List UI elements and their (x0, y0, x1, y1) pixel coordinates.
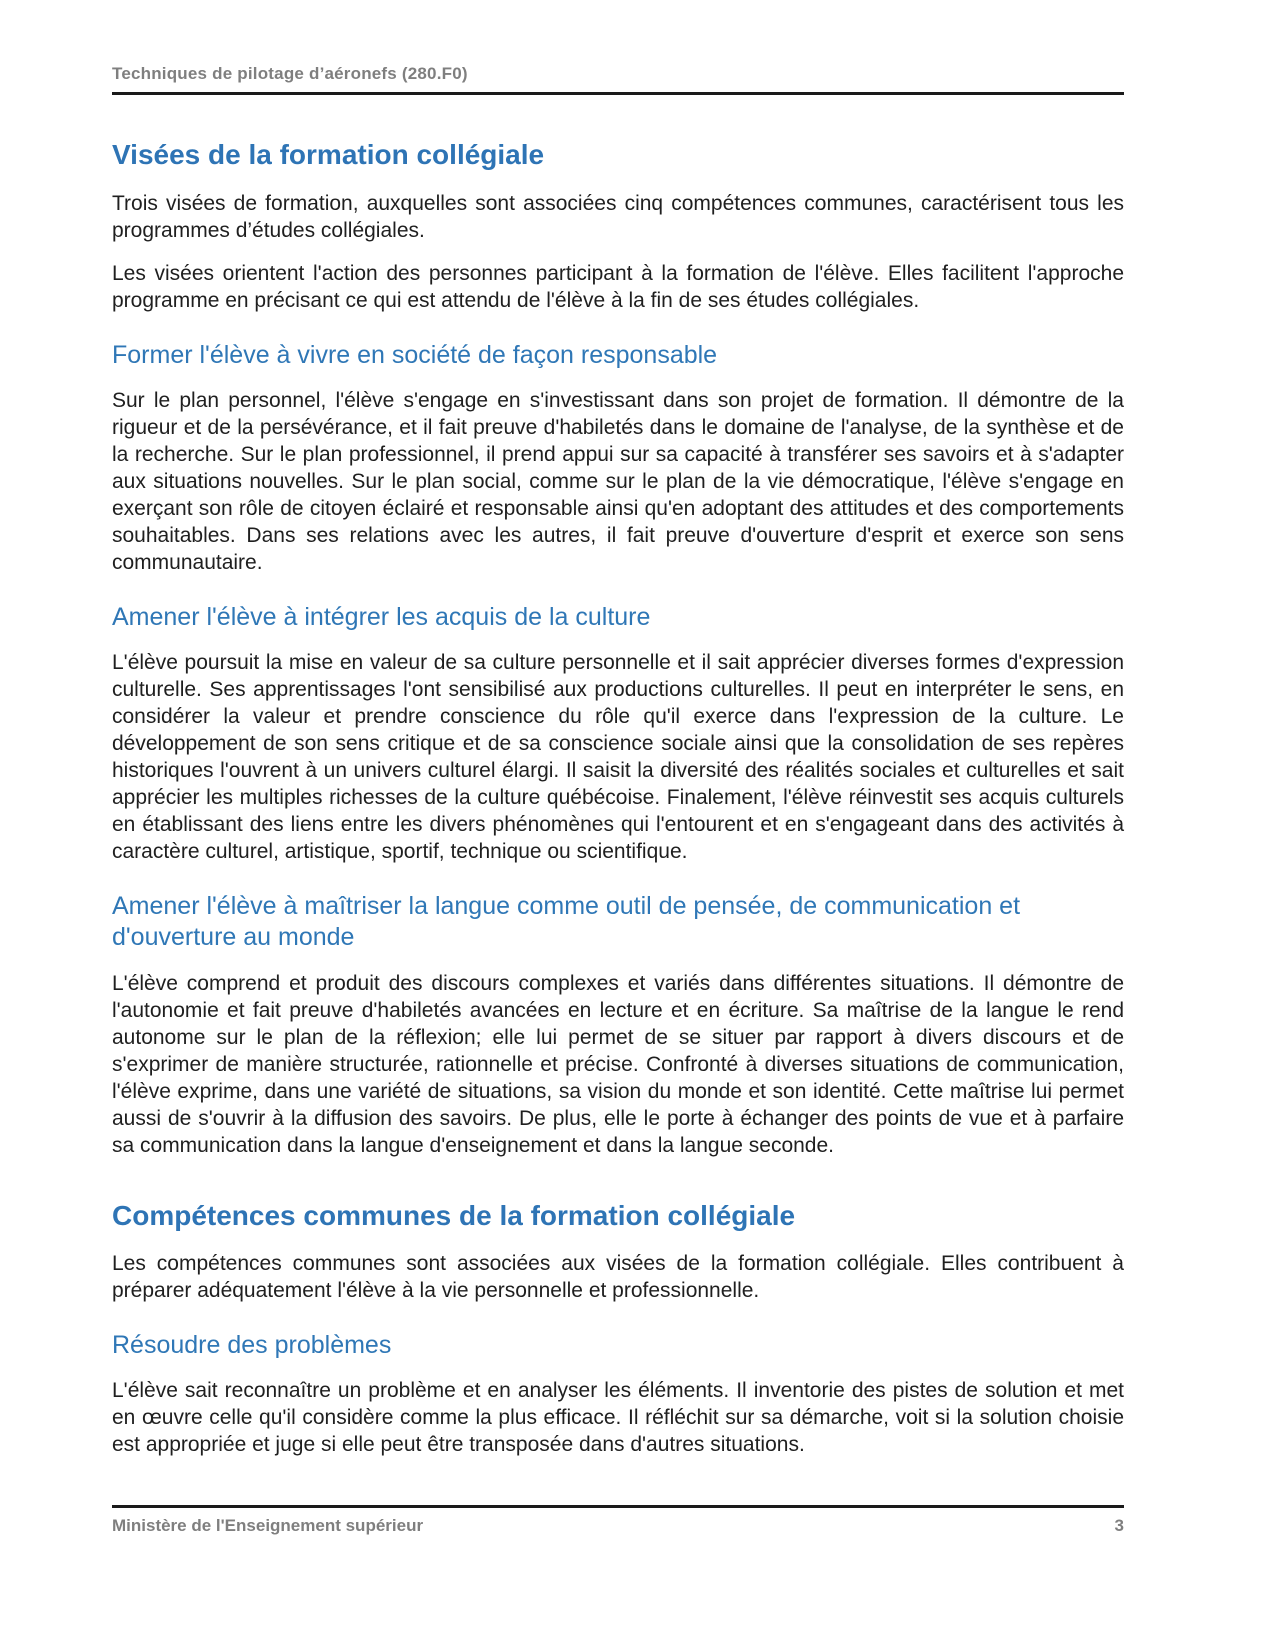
page-header (112, 64, 1124, 95)
paragraph-mise-en-valeur: L'élève poursuit la mise en valeur de sa culture personnelle et il sait apprécier diverses formes d'expression culturelle. Ses apprentissages l'ont sensibilisé aux productions culturelles. Il peut en interpréter le sens, en considérer la valeur et prendre conscience du rôle qu'il exerce dans l'expression de la culture. Le développement de son sens critique et de sa conscience sociale ainsi que la consolidation de ses repères historiques l'ouvrent à un univers culturel élargi. Il saisit la diversité des réalités sociales et culturelles et sait apprécier les multiples richesses de la culture québécoise. Finalement, l'élève réinvestit ses acquis culturels en établissant des liens entre les divers phénomènes qui l'entourent et en s'engageant dans des activités à caractère culturel, artistique, sportif, technique ou scientifique. (112, 651, 1124, 864)
heading-competences-communes: Compétences communes de la formation collégiale (112, 1199, 796, 1231)
footer-page-number: 3 (1114, 1516, 1124, 1535)
document-body (112, 138, 1124, 1474)
heading-resoudre-problemes: Résoudre des problèmes (112, 1331, 392, 1360)
paragraph-plan-personnel: Sur le plan personnel, l'élève s'engage en s'investissant dans son projet de formation. Il démontre de la rigueur et de la persévérance, et il fait preuve d'habiletés dans le domaine de l'analyse, de la synthèse et de la recherche. Sur le plan professionnel, il prend appui sur sa capacité à transférer ses savoirs et à s'adapter aux situations nouvelles. Sur le plan social, comme sur le plan de la vie démocratique, l'élève s'engage en exerçant son rôle de citoyen éclairé et responsable ainsi qu'en adoptant des attitudes et des comportements souhaitables. Dans ses relations avec les autres, il fait preuve d'ouverture d'esprit et exerce son sens communautaire. (112, 388, 1124, 574)
page-footer (112, 1505, 1124, 1536)
footer-ministry-label: Ministère de l'Enseignement supérieur (112, 1516, 424, 1535)
paragraph-reconnaitre-probleme: L'élève sait reconnaître un problème et en analyser les éléments. Il inventorie des pistes de solution et met en œuvre celle qu'il considère comme la plus efficace. Il réfléchit sur sa démarche, voit si la solution choisie est appropriée et juge si elle peut être transposée dans d'autres situations. (112, 1379, 1124, 1457)
paragraph-visees-orientent: Les visées orientent l'action des personnes participant à la formation de l'élève. Elles facilitent l'approche programme en précisant ce qui est attendu de l'élève à la fin de ses études collégiales. (112, 261, 1124, 312)
paragraph-trois-visees: Trois visées de formation, auxquelles sont associées cinq compétences communes, caractérisent tous les programmes d’études collégiales. (112, 191, 1124, 242)
heading-maitriser-langue: Amener l'élève à maîtriser la langue comme outil de pensée, de communication et d'ouverture au monde (112, 892, 1021, 952)
heading-former-eleve-societe: Former l'élève à vivre en société de façon responsable (112, 340, 718, 369)
heading-integrer-acquis-culture: Amener l'élève à intégrer les acquis de la culture (112, 602, 651, 631)
heading-visees-formation: Visées de la formation collégiale (112, 139, 545, 170)
paragraph-competences-associees: Les compétences communes sont associées aux visées de la formation collégiale. Elles contribuent à préparer adéquatement l'élève à la vie personnelle et professionnelle. (112, 1252, 1124, 1303)
header-title: Techniques de pilotage d’aéronefs (280.F0) (112, 64, 468, 83)
paragraph-discours-complexes: L'élève comprend et produit des discours complexes et variés dans différentes situations. Il démontre de l'autonomie et fait preuve d'habiletés avancées en lecture et en écriture. Sa maîtrise de la langue le rend autonome sur le plan de la réflexion; elle lui permet de se situer par rapport à divers discours et de s'exprimer de manière structurée, rationnelle et précise. Confronté à diverses situations de communication, l'élève exprime, dans une variété de situations, sa vision du monde et son identité. Cette maîtrise lui permet aussi de s'ouvrir à la diffusion des savoirs. De plus, elle le porte à échanger des points de vue et à parfaire sa communication dans la langue d'enseignement et dans la langue seconde. (112, 971, 1124, 1157)
